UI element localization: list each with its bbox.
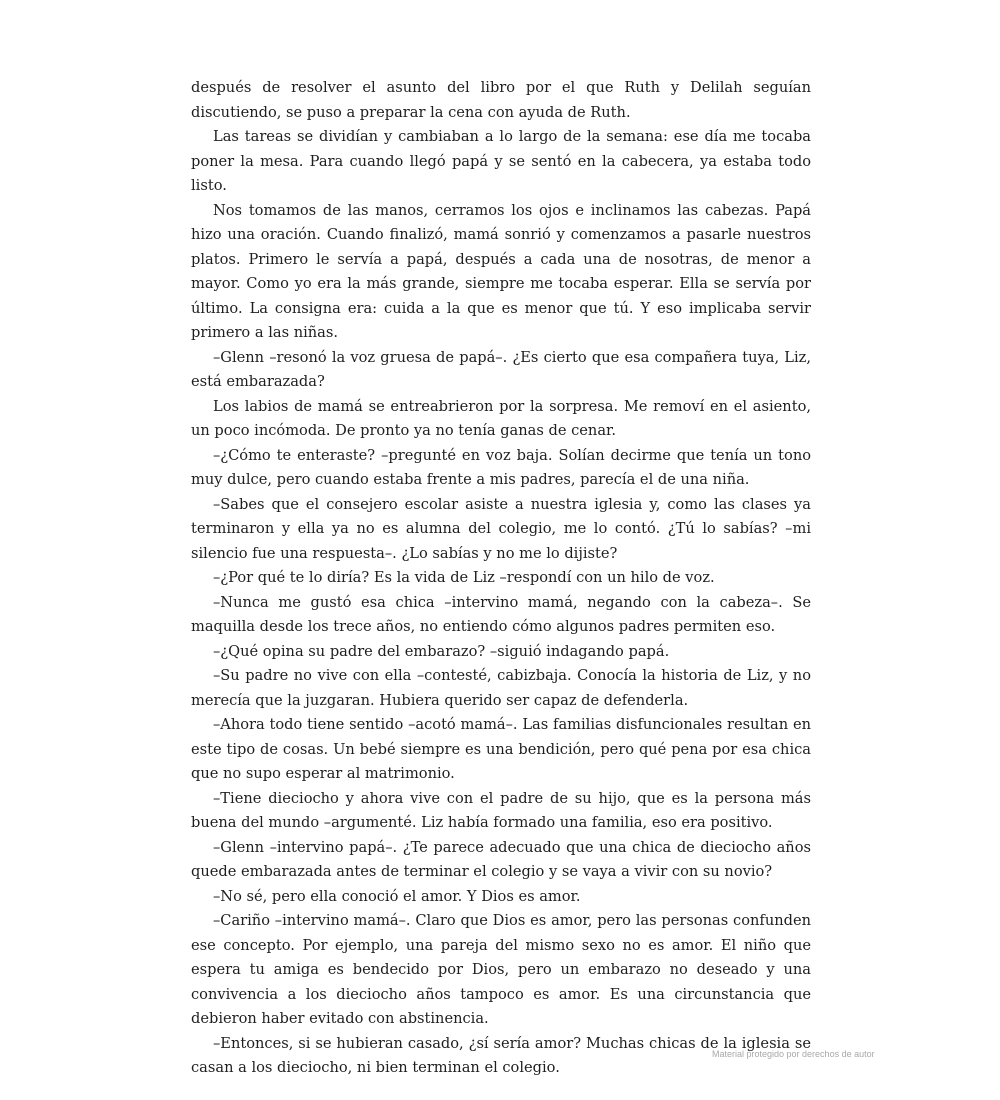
- paragraph-continuation: después de resolver el asunto del libro por el que Ruth y Delilah seguían discutiendo, se puso a preparar la cena con ayuda de Ruth.: [191, 79, 811, 121]
- book-page-text: [191, 76, 811, 1081]
- paragraph-dialogue-father-opinion: –¿Qué opina su padre del embarazo? –siguió indagando papá.: [213, 642, 670, 660]
- copyright-watermark: Material protegido por derechos de autor: [712, 1049, 875, 1059]
- paragraph-dialogue-mama-concept: –Cariño –intervino mamá–. Claro que Dios es amor, pero las personas confunden ese concepto. Por ejemplo, una pareja del mismo sexo no es amor. El niño que espera tu amiga es bendecido por Dios, pero un embarazo no deseado y una convivencia a los dieciocho años tampoco es amor. Es una circunstancia que debieron haber evitado con abstinencia.: [191, 912, 811, 1027]
- paragraph-prayer: Nos tomamos de las manos, cerramos los ojos e inclinamos las cabezas. Papá hizo una oración. Cuando finalizó, mamá sonrió y comenzamos a pasarle nuestros platos. Primero le servía a papá, después a cada una de nosotras, de menor a mayor. Como yo era la más grande, siempre me tocaba esperar. Ella se servía por último. La consigna era: cuida a la que es menor que tú. Y eso implicaba servir primero a las niñas.: [191, 201, 811, 341]
- paragraph-dialogue-papa-adequate: –Glenn –intervino papá–. ¿Te parece adecuado que una chica de dieciocho años quede embarazada antes de terminar el colegio y se vaya a vivir con su novio?: [191, 838, 811, 880]
- paragraph-dialogue-counselor: –Sabes que el consejero escolar asiste a nuestra iglesia y, como las clases ya terminaron y ella ya no es alumna del colegio, me lo contó. ¿Tú lo sabías? –mi silencio fue una respuesta–. ¿Lo sabías y no me lo dijiste?: [191, 495, 811, 562]
- paragraph-dialogue-god-is-love: –No sé, pero ella conoció el amor. Y Dios es amor.: [213, 887, 581, 905]
- paragraph-dialogue-father-absent: –Su padre no vive con ella –contesté, cabizbaja. Conocía la historia de Liz, y no merecía que la juzgaran. Hubiera querido ser capaz de defenderla.: [191, 667, 811, 709]
- paragraph-dialogue-makes-sense: –Ahora todo tiene sentido –acotó mamá–. Las familias disfuncionales resultan en este tipo de cosas. Un bebé siempre es una bendición, pero qué pena por esa chica que no supo esperar al matrimonio.: [191, 716, 811, 782]
- paragraph-dialogue-why: –¿Por qué te lo diría? Es la vida de Liz –respondí con un hilo de voz.: [213, 569, 715, 586]
- paragraph-dialogue-mama-never: –Nunca me gustó esa chica –intervino mamá, negando con la cabeza–. Se maquilla desde los trece años, no entiendo cómo algunos padres permiten eso.: [191, 593, 811, 635]
- paragraph-dialogue-how: –¿Cómo te enteraste? –pregunté en voz baja. Solían decirme que tenía un tono muy dulce, pero cuando estaba frente a mis padres, parecía el de una niña.: [191, 446, 811, 488]
- paragraph-dialogue-papa-question: –Glenn –resonó la voz gruesa de papá–. ¿Es cierto que esa compañera tuya, Liz, está embarazada?: [191, 348, 811, 390]
- paragraph-mama-surprise: Los labios de mamá se entreabrieron por la sorpresa. Me removí en el asiento, un poco incómoda. De pronto ya no tenía ganas de cenar.: [191, 397, 811, 439]
- paragraph-dialogue-married: –Entonces, si se hubieran casado, ¿sí sería amor? Muchas chicas de la iglesia se casan a los dieciocho, ni bien terminan el colegio.: [191, 1034, 811, 1076]
- paragraph-dialogue-eighteen: –Tiene dieciocho y ahora vive con el padre de su hijo, que es la persona más buena del mundo –argumenté. Liz había formado una familia, eso era positivo.: [191, 789, 811, 831]
- paragraph-chores: Las tareas se dividían y cambiaban a lo largo de la semana: ese día me tocaba poner la mesa. Para cuando llegó papá y se sentó en la cabecera, ya estaba todo listo.: [191, 128, 811, 194]
